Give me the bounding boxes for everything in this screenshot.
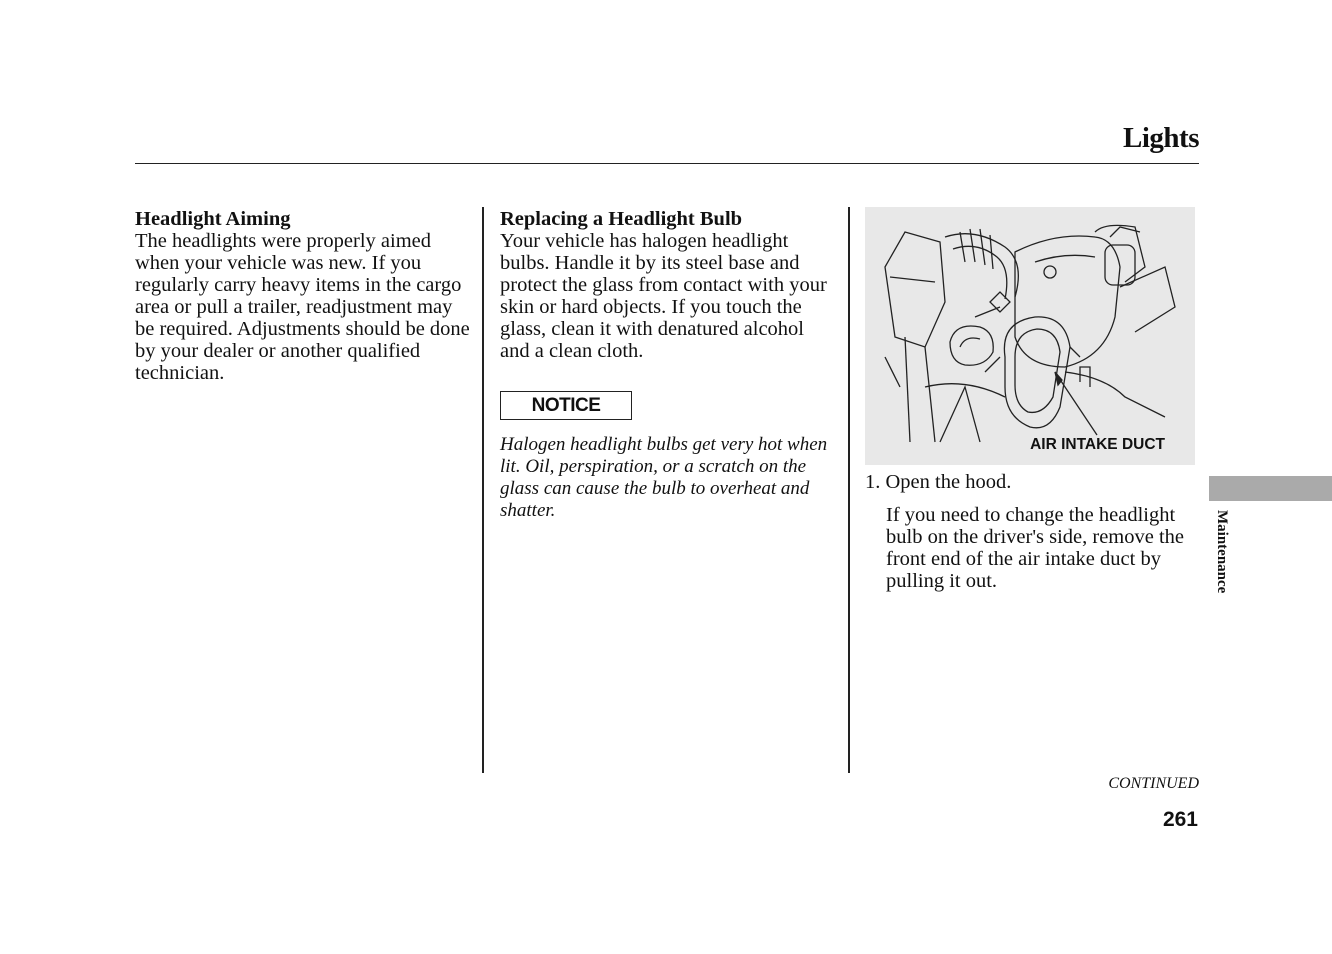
title-rule (135, 163, 1199, 164)
column-divider (848, 207, 850, 773)
section-heading-replacing-bulb: Replacing a Headlight Bulb (500, 208, 743, 230)
continued-label: CONTINUED (1108, 775, 1199, 792)
section-body-headlight-aiming: The headlights were properly aimed when your vehicle was new. If you regularly carry heavy items in the cargo area or pull a trailer, readjustment may be required. Adjustments should be done by your dealer or another qualified technician. (135, 230, 470, 384)
notice-box (500, 391, 632, 420)
column-headlight-aiming (135, 208, 470, 384)
notice-text: Halogen headlight bulbs get very hot when lit. Oil, perspiration, or a scratch on the glass can cause the bulb to overheat and shatter. (500, 434, 828, 521)
figure-caption: AIR INTAKE DUCT (1030, 436, 1165, 453)
column-divider (482, 207, 484, 773)
section-tab (1209, 476, 1332, 501)
section-heading-headlight-aiming: Headlight Aiming (135, 208, 291, 230)
column-procedure (865, 208, 1200, 592)
page-title: Lights (1123, 122, 1199, 154)
engine-bay-drawing (865, 207, 1195, 465)
step-1: 1. Open the hood. (865, 471, 1012, 493)
step-1-detail: If you need to change the headlight bulb on the driver's side, remove the front end of the air intake duct by pulling it out. (886, 504, 1185, 592)
engine-bay-illustration (865, 207, 1195, 465)
section-label: Maintenance (1214, 510, 1230, 594)
column-replacing-bulb (500, 208, 835, 522)
section-body-replacing-bulb: Your vehicle has halogen headlight bulbs. Handle it by its steel base and protect the glass from contact with your skin or hard objects. If you touch the glass, clean it with denatured alcohol and a clean cloth. (500, 230, 827, 362)
notice-label: NOTICE (531, 394, 601, 416)
page-number: 261 (1162, 808, 1198, 831)
